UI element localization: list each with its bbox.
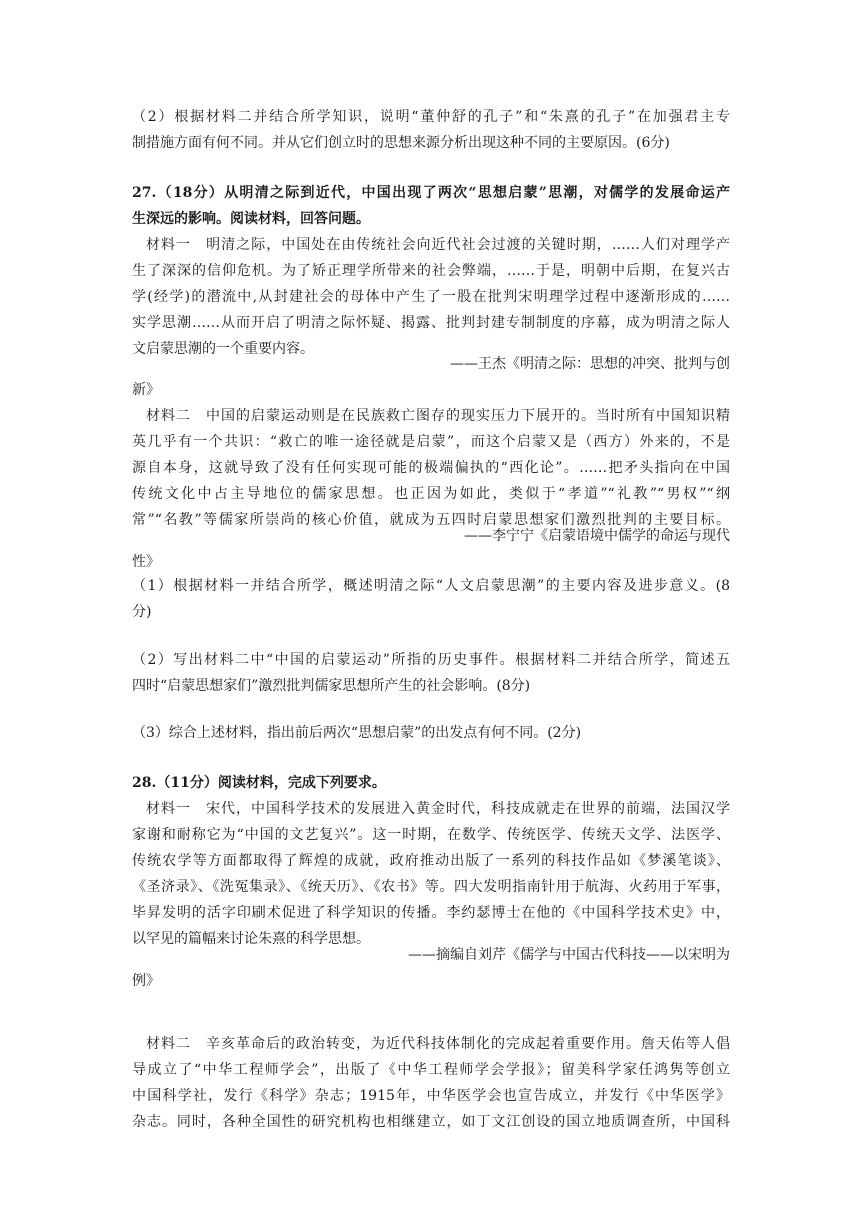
- q27-title: 生深远的影响。阅读材料，回答问题。: [132, 211, 370, 227]
- q28-material1-line: 《圣济录》、《洗冤集录》、《统天历》、《农书》等。四大发明指南针用于航海、火药用于军事，: [132, 879, 730, 895]
- q27-material1-source: 新》: [132, 382, 160, 398]
- q27-material2-line: 材料二 中国的启蒙运动则是在民族救亡图存的现实压力下展开的。当时所有中国知识精: [146, 408, 730, 424]
- q28-title: 28.（11分）阅读材料，完成下列要求。: [132, 775, 386, 791]
- q28-material2-line: 杂志。同时，各种全国性的研究机构也相继建立，如丁文江创设的国立地质调查所，中国科: [132, 1114, 730, 1130]
- q28-material1-line: 传统农学等方面都取得了辉煌的成就，政府推动出版了一系列的科技作品如《梦溪笔谈》、: [132, 853, 730, 869]
- q28-material1-line: 毕昇发明的活字印刷术促进了科学知识的传播。李约瑟博士在他的《中国科学技术史》中，: [132, 905, 730, 921]
- q27-material2-line: 传统文化中占主导地位的儒家思想。也正因为如此，类似于“孝道”“礼教”“男权”“纲: [132, 486, 730, 502]
- q27-part2-line: （2）写出材料二中“中国的启蒙运动”所指的历史事件。根据材料二并结合所学，简述五: [132, 652, 730, 668]
- q27-material1-line: 文启蒙思潮的一个重要内容。: [132, 341, 314, 357]
- q27-material1-line: 生了深深的信仰危机。为了矫正理学所带来的社会弊端，……于是，明朝中后期，在复兴古: [132, 263, 730, 279]
- q28-material1-line: 以罕见的篇幅来讨论朱熹的科学思想。: [132, 931, 370, 947]
- q27-material1-source: ——王杰《明清之际：思想的冲突、批判与创: [450, 356, 730, 372]
- q26-part2-line: （2）根据材料二并结合所学知识，说明“董仲舒的孔子”和“朱熹的孔子”在加强君主专: [132, 109, 730, 125]
- q27-material2-line: 英几乎有一个共识：“救亡的唯一途径就是启蒙”，而这个启蒙又是（西方）外来的，不是: [132, 434, 730, 450]
- q28-material2-line: 导成立了“中华工程师学会”，出版了《中华工程师学会学报》；留美科学家任鸿隽等创立: [132, 1062, 730, 1078]
- q27-part1-line: 分): [132, 604, 152, 620]
- q28-material1-source: 例》: [132, 973, 160, 989]
- q27-material2-source: ——李宁宁《启蒙语境中儒学的命运与现代: [464, 528, 730, 544]
- q27-material1-line: 学(经学)的潜流中,从封建社会的母体中产生了一股在批判宋明理学过程中逐渐形成的……: [132, 289, 730, 305]
- q27-material2-line: 源自本身，这就导致了没有任何实现可能的极端偏执的“西化论”。……把矛头指向在中国: [132, 460, 730, 476]
- q27-material1-line: 实学思潮……从而开启了明清之际怀疑、揭露、批判封建专制制度的序幕，成为明清之际人: [132, 315, 730, 331]
- q28-material1-line: 材料一 宋代，中国科学技术的发展进入黄金时代，科技成就走在世界的前端，法国汉学: [146, 801, 730, 817]
- q27-material1-line: 材料一 明清之际，中国处在由传统社会向近代社会过渡的关键时期，……人们对理学产: [146, 237, 730, 253]
- q26-part2-line: 制措施方面有何不同。并从它们创立时的思想来源分析出现这种不同的主要原因。(6分): [132, 135, 670, 151]
- q27-part2-line: 四时“启蒙思想家们”激烈批判儒家思想所产生的社会影响。(8分): [132, 678, 531, 694]
- q27-part1-line: （1）根据材料一并结合所学，概述明清之际“人文启蒙思潮”的主要内容及进步意义。(8: [132, 578, 730, 594]
- q27-title: 27.（18分）从明清之际到近代，中国出现了两次“思想启蒙”思潮，对儒学的发展命运产: [132, 185, 730, 201]
- q27-part3-line: （3）综合上述材料，指出前后两次“思想启蒙”的出发点有何不同。(2分): [132, 725, 582, 741]
- q27-material2-line: 常”“名教”等儒家所崇尚的核心价值，就成为五四时启蒙思想家们激烈批判的主要目标。: [132, 512, 730, 528]
- q28-material1-line: 家谢和耐称它为“中国的文艺复兴”。这一时期，在数学、传统医学、传统天文学、法医学、: [132, 827, 730, 843]
- q28-material2-line: 中国科学社，发行《科学》杂志；1915年，中华医学会也宣告成立，并发行《中华医学》: [132, 1088, 730, 1104]
- q28-material2-line: 材料二 辛亥革命后的政治转变，为近代科技体制化的完成起着重要作用。詹天佑等人倡: [146, 1036, 730, 1052]
- q27-material2-source: 性》: [132, 554, 160, 570]
- q28-material1-source: ——摘编自刘芹《儒学与中国古代科技——以宋明为: [408, 947, 730, 963]
